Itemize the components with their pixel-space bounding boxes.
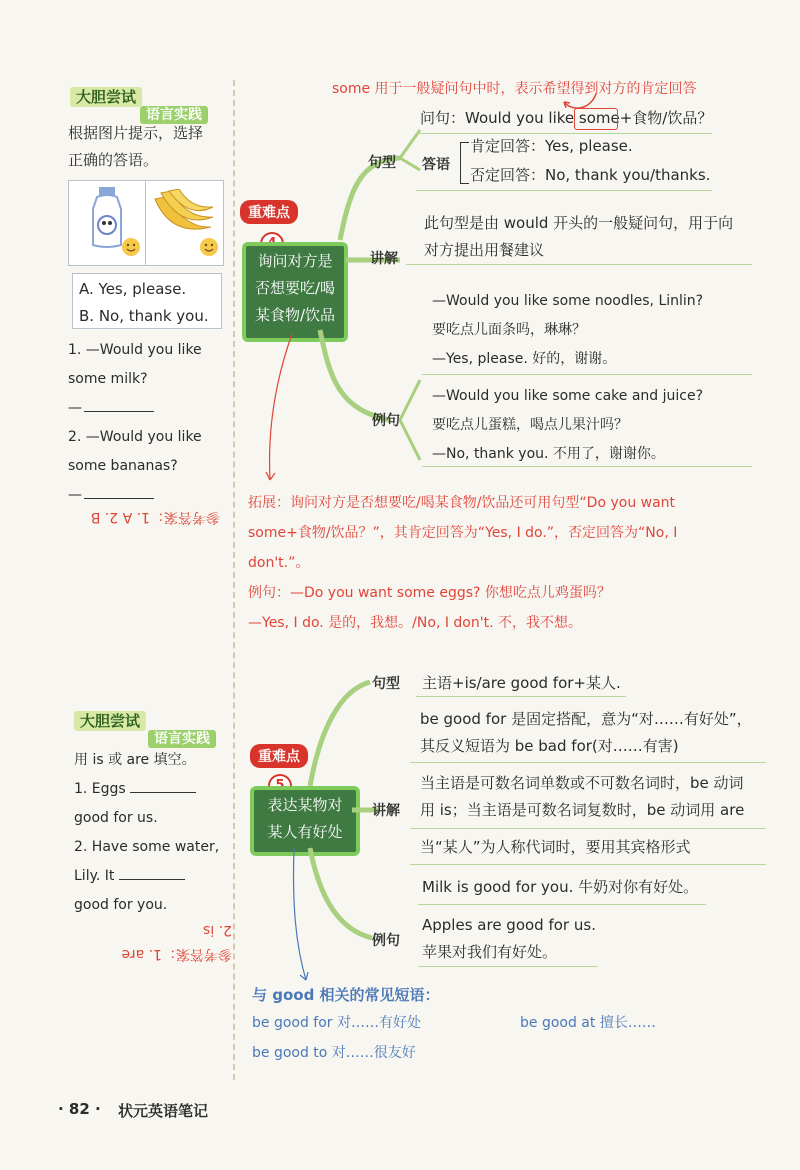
practice-subtag: 语言实践 xyxy=(148,730,216,748)
example2 xyxy=(432,382,703,469)
positive-answer: 肯定回答：Yes, please. xyxy=(470,137,633,155)
extend-section xyxy=(248,488,768,638)
answer-label: 答语 xyxy=(422,157,450,173)
phrase-item: be good for 对……有好处 xyxy=(252,1015,422,1031)
practice2-questions xyxy=(74,746,234,920)
phrases-title: 与 good 相关的常见短语： xyxy=(252,986,440,1004)
extend-line: —Yes, I do. 是的，我想。/No, I don't. 不，我不想。 xyxy=(248,615,582,631)
extend-line: some+食物/饮品？”，其肯定回答为“Yes, I do.”，否定回答为“No, I xyxy=(248,525,678,541)
underline xyxy=(422,374,752,375)
node-pattern: 句型 xyxy=(372,676,400,692)
board-line: 询问对方是 xyxy=(257,252,333,270)
board-line: 表达某物对 xyxy=(267,796,343,814)
example1 xyxy=(432,287,703,374)
answer-blank[interactable] xyxy=(130,792,196,793)
answer-blank[interactable]: — xyxy=(68,394,228,423)
explain1 xyxy=(420,706,752,760)
board-line: 某人有好处 xyxy=(267,823,343,841)
underline xyxy=(416,190,712,191)
board-line: 某食物/饮品 xyxy=(254,306,336,324)
question-text: 问句：Would you like some+食物/饮品？ xyxy=(420,109,713,127)
explain2 xyxy=(420,770,744,824)
pattern-text: 主语+is/are good for+某人. xyxy=(422,674,621,692)
underline xyxy=(416,696,626,697)
practice-subtag: 语言实践 xyxy=(140,106,208,124)
phrase-item: be good to 对……很友好 xyxy=(252,1045,416,1061)
node-example: 例句 xyxy=(372,413,400,429)
bananas-image xyxy=(151,189,215,239)
board-line: 否想要吃/喝 xyxy=(254,279,336,297)
underline xyxy=(406,264,752,265)
practice2-subheader xyxy=(148,728,216,748)
answer-line: 2. is xyxy=(203,922,232,938)
practice2-header xyxy=(74,710,146,731)
page-number: · 82 · xyxy=(58,1100,101,1118)
node-explain: 讲解 xyxy=(372,803,400,819)
brace xyxy=(460,142,469,184)
book-title: 状元英语笔记 xyxy=(118,1102,209,1120)
question-line: 1. —Would you like xyxy=(68,342,202,358)
question-pattern xyxy=(420,105,712,132)
example-line: 要吃点儿蛋糕，喝点儿果汁吗？ xyxy=(432,417,628,433)
underline xyxy=(410,864,766,865)
practice1-answer: 参考答案：1. A 2. B xyxy=(90,509,220,525)
underline xyxy=(418,966,598,967)
example-line: —Would you like some noodles, Linlin? xyxy=(432,293,704,309)
practice-tag: 大胆尝试 xyxy=(74,711,146,731)
example-line: 要吃点儿面条吗，琳琳？ xyxy=(432,322,586,338)
explain-text xyxy=(424,210,733,264)
milk-bottle-image xyxy=(89,187,125,249)
key-point-badge: 重难点 xyxy=(240,200,298,224)
negative-answer: 否定回答：No, thank you/thanks. xyxy=(470,166,711,184)
answer-line: 参考答案：1. are xyxy=(121,946,232,962)
question-line: good for you. xyxy=(74,897,168,913)
extend-line: 拓展：询问对方是否想要吃/喝某食物/饮品还可用句型“Do you want xyxy=(248,495,676,511)
options-box xyxy=(72,273,222,329)
underline xyxy=(418,904,706,905)
phrases-arrow xyxy=(288,846,318,986)
example-line: —No, thank you. 不用了，谢谢你。 xyxy=(432,446,665,462)
top-note: some 用于一般疑问句中时，表示希望得到对方的肯定回答 xyxy=(332,81,697,97)
explain-line: 此句型是由 would 开头的一般疑问句，用于向 xyxy=(424,214,734,232)
example-line: Apples are good for us. xyxy=(422,916,596,934)
example-line: —Would you like some cake and juice? xyxy=(432,388,704,404)
practice2-answer xyxy=(112,918,232,966)
option-b: B. No, thank you. xyxy=(79,307,209,325)
smiley-icon xyxy=(199,237,219,257)
extend-arrow xyxy=(262,330,302,490)
explain-line: 当主语是可数名词单数或不可数名词时，be 动词 xyxy=(420,774,744,792)
question-line: Lily. It xyxy=(74,862,234,891)
underline xyxy=(410,828,766,829)
node-pattern: 句型 xyxy=(368,155,396,171)
instruction-line: 根据图片提示，选择 xyxy=(68,124,204,142)
question-line: good for us. xyxy=(74,810,158,826)
node-explain: 讲解 xyxy=(370,251,398,267)
answer-blank[interactable] xyxy=(119,879,185,880)
practice1-instruction xyxy=(68,120,203,174)
explain-line: 其反义短语为 be bad for(对……有害) xyxy=(420,737,679,755)
practice1-header xyxy=(70,86,142,107)
practice-tag: 大胆尝试 xyxy=(70,87,142,107)
example-line: —Yes, please. 好的，谢谢。 xyxy=(432,351,617,367)
example-line: 苹果对我们有好处。 xyxy=(422,943,558,961)
extend-line: 例句：—Do you want some eggs? 你想吃点儿鸡蛋吗？ xyxy=(248,585,611,601)
answer-blank[interactable]: — xyxy=(68,481,228,510)
column-divider xyxy=(233,80,235,1080)
highlight-some xyxy=(574,108,618,130)
option-a: A. Yes, please. xyxy=(79,280,187,298)
question-line: 2. Have some water, xyxy=(74,839,220,855)
question-line: some milk? xyxy=(68,371,148,387)
instruction-line: 用 is 或 are 填空。 xyxy=(74,752,196,768)
node-example: 例句 xyxy=(372,933,400,949)
question-line: some bananas? xyxy=(68,458,178,474)
underline xyxy=(422,466,752,467)
instruction-line: 正确的答语。 xyxy=(68,151,159,169)
question-line: 2. —Would you like xyxy=(68,429,202,445)
picture-box xyxy=(68,180,224,266)
underline xyxy=(410,762,766,763)
example1: Milk is good for you. 牛奶对你有好处。 xyxy=(422,878,699,896)
example2 xyxy=(422,912,596,966)
explain-line: be good for 是固定搭配，意为“对……有好处”， xyxy=(420,710,752,728)
practice1-questions xyxy=(68,336,228,510)
explain-line: 对方提出用餐建议 xyxy=(424,241,545,259)
smiley-icon xyxy=(121,237,141,257)
phrase-item: be good at 擅长…… xyxy=(520,1015,656,1031)
extend-line: don't.”。 xyxy=(248,555,310,571)
explain-line: 用 is；当主语是可数名词复数时，be 动词用 are xyxy=(420,801,745,819)
question-line: 1. Eggs xyxy=(74,775,234,804)
explain3: 当“某人”为人称代词时，要用其宾格形式 xyxy=(420,838,691,856)
key-point-badge: 重难点 xyxy=(250,744,308,768)
